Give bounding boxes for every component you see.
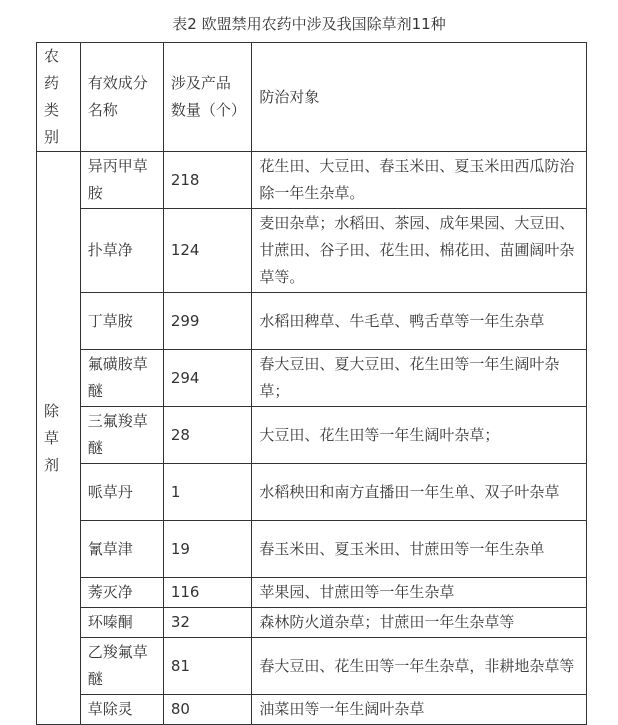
ingredient-cell: 环嗪酮 [80, 608, 163, 638]
herbicide-table [36, 42, 587, 725]
ingredient-cell: 丁草胺 [80, 293, 163, 350]
ingredient-cell: 三氟羧草醚 [80, 407, 163, 464]
count-cell: 294 [163, 350, 252, 407]
count-cell: 1 [163, 464, 252, 521]
count-cell: 116 [163, 578, 252, 608]
table-row [37, 521, 587, 578]
count-cell: 19 [163, 521, 252, 578]
table-row [37, 464, 587, 521]
count-cell: 32 [163, 608, 252, 638]
count-cell: 218 [163, 152, 252, 209]
count-cell: 299 [163, 293, 252, 350]
target-cell: 花生田、大豆田、春玉米田、夏玉米田西瓜防治除一年生杂草。 [252, 152, 587, 209]
target-cell: 油菜田等一年生阔叶杂草 [252, 695, 587, 725]
count-cell: 80 [163, 695, 252, 725]
target-cell: 春玉米田、夏玉米田、甘蔗田等一年生杂单 [252, 521, 587, 578]
target-cell: 苹果园、甘蔗田等一年生杂草 [252, 578, 587, 608]
ingredient-cell: 莠灭净 [80, 578, 163, 608]
target-cell: 森林防火道杂草；甘蔗田一年生杂草等 [252, 608, 587, 638]
table-row [37, 407, 587, 464]
table-row [37, 608, 587, 638]
target-cell: 春大豆田、花生田等一年生杂草，非耕地杂草等 [252, 638, 587, 695]
table-caption: 表2 欧盟禁用农药中涉及我国除草剂11种 [172, 15, 446, 33]
target-cell: 麦田杂草；水稻田、茶园、成年果园、大豆田、甘蔗田、谷子田、花生田、棉花田、苗圃阔叶杂草等。 [252, 209, 587, 293]
ingredient-cell: 异丙甲草胺 [80, 152, 163, 209]
header-category: 农药类别 [37, 43, 81, 152]
target-cell: 春大豆田、夏大豆田、花生田等一年生阔叶杂草； [252, 350, 587, 407]
table-row [37, 350, 587, 407]
ingredient-cell: 氰草津 [80, 521, 163, 578]
ingredient-cell: 氟磺胺草醚 [80, 350, 163, 407]
header-ingredient: 有效成分名称 [80, 43, 163, 152]
ingredient-cell: 扑草净 [80, 209, 163, 293]
table-row [37, 578, 587, 608]
target-cell: 大豆田、花生田等一年生阔叶杂草； [252, 407, 587, 464]
table-row [37, 638, 587, 695]
count-cell: 81 [163, 638, 252, 695]
ingredient-cell: 草除灵 [80, 695, 163, 725]
ingredient-cell: 哌草丹 [80, 464, 163, 521]
table-row [37, 695, 587, 725]
table-row [37, 152, 587, 209]
table-row [37, 209, 587, 293]
header-count: 涉及产品数量（个） [163, 43, 252, 152]
category-cell: 除草剂 [37, 152, 81, 725]
target-cell: 水稻秧田和南方直播田一年生单、双子叶杂草 [252, 464, 587, 521]
count-cell: 28 [163, 407, 252, 464]
ingredient-cell: 乙羧氟草醚 [80, 638, 163, 695]
table-row [37, 293, 587, 350]
count-cell: 124 [163, 209, 252, 293]
header-row [37, 43, 587, 152]
header-target: 防治对象 [252, 43, 587, 152]
target-cell: 水稻田稗草、牛毛草、鸭舌草等一年生杂草 [252, 293, 587, 350]
